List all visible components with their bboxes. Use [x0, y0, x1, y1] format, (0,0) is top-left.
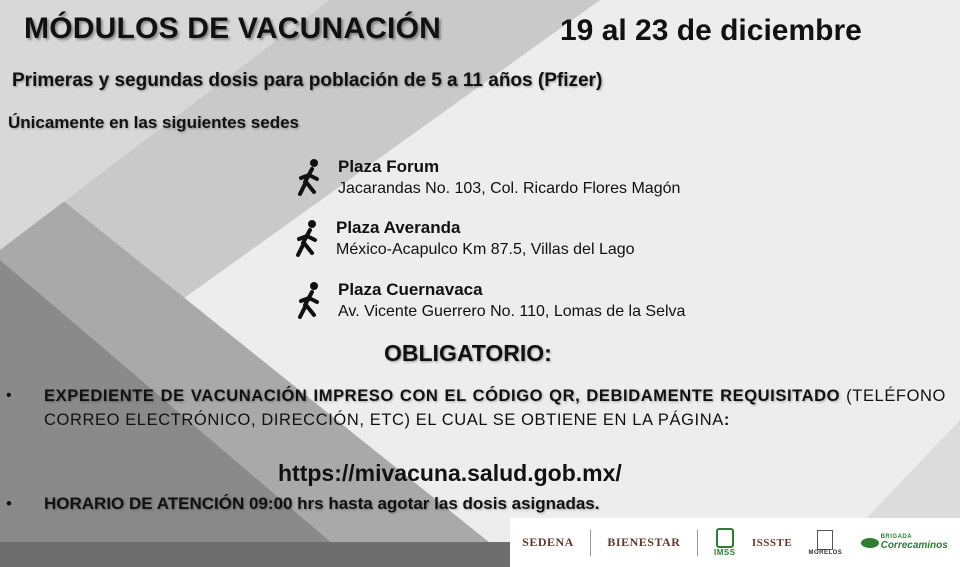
- imss-logo: [714, 528, 736, 557]
- bullet: •: [6, 387, 12, 404]
- sedena-logo-text: SEDENA: [522, 535, 574, 549]
- walking-person-icon: [290, 219, 324, 259]
- morelos-emblem-icon: [817, 530, 833, 550]
- correcaminos-label: Correcaminos: [880, 540, 948, 551]
- sedes-heading: Únicamente en las siguientes sedes: [8, 113, 300, 132]
- requirement-item-expediente: [6, 384, 946, 432]
- venue-address: Jacarandas No. 103, Col. Ricardo Flores Magón: [338, 180, 681, 197]
- page-title: MÓDULOS DE VACUNACIÓN: [24, 12, 441, 45]
- footer-logos: [510, 518, 960, 567]
- imss-emblem-icon: [716, 528, 734, 548]
- venue-name: Plaza Cuernavaca: [338, 280, 483, 299]
- venue-name: Plaza Forum: [338, 157, 440, 176]
- issste-logo: [752, 537, 792, 549]
- morelos-logo: [808, 530, 842, 556]
- subtitle: Primeras y segundas dosis para población de 5 a 11 años (Pfizer): [12, 70, 603, 91]
- sedena-logo: [522, 535, 574, 550]
- requirement-bold-text: EXPEDIENTE DE VACUNACIÓN IMPRESO CON EL CÓDIGO QR, DEBIDAMENTE REQUISITADO: [44, 387, 841, 405]
- venue-plaza-forum: [292, 156, 680, 200]
- imss-logo-text: IMSS: [713, 548, 736, 557]
- venue-name: Plaza Averanda: [336, 218, 461, 237]
- requirement-detail-text: (TELÉFONO CORREO ELECTRÓNICO, DIRECCIÓN, ETC) EL CUAL SE OBTIENE EN LA PÁGINA: [44, 387, 946, 429]
- venue-address: Av. Vicente Guerrero No. 110, Lomas de la Selva: [338, 303, 686, 320]
- vaccine-website-link[interactable]: https://mivacuna.salud.gob.mx/: [278, 460, 622, 486]
- bullet: •: [6, 494, 12, 513]
- venue-plaza-cuernavaca: [292, 279, 685, 323]
- footer-band: [0, 542, 510, 567]
- logo-divider: [590, 530, 591, 556]
- requirement-item-horario: [6, 494, 600, 514]
- hours-text: HORARIO DE ATENCIÓN 09:00 hrs hasta agotar las dosis asignadas.: [44, 494, 600, 513]
- morelos-logo-text: MORELOS: [808, 549, 843, 556]
- bienestar-logo-text: BIENESTAR: [607, 535, 681, 549]
- walking-person-icon: [292, 281, 326, 321]
- obligatorio-heading: OBLIGATORIO:: [384, 340, 552, 366]
- walking-person-icon: [292, 158, 326, 198]
- brigada-correcaminos-logo: [859, 534, 948, 551]
- requirement-colon: :: [723, 411, 730, 429]
- date-range: 19 al 23 de diciembre: [560, 14, 862, 47]
- bienestar-logo: [607, 535, 680, 550]
- venue-address: México-Acapulco Km 87.5, Villas del Lago: [336, 241, 635, 258]
- roadrunner-icon: [859, 536, 881, 550]
- brigada-label: BRIGADA: [880, 534, 913, 540]
- logo-divider: [697, 530, 698, 556]
- venue-plaza-averanda: [290, 217, 635, 261]
- issste-logo-text: ISSSTE: [751, 536, 793, 549]
